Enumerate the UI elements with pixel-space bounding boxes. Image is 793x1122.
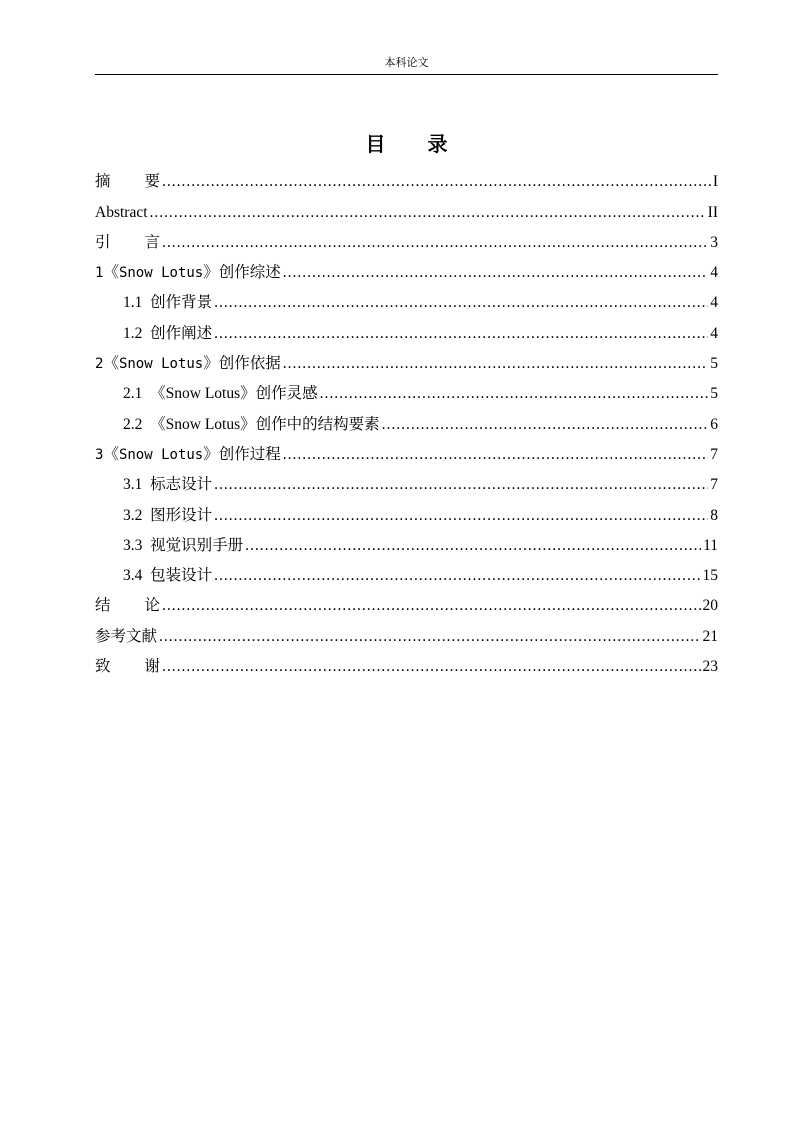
toc-entry-page: 5 (710, 385, 718, 403)
toc-entry-label: 致 谢 (95, 658, 161, 676)
toc-entry-page: 5 (710, 355, 718, 373)
toc-entry-page: 23 (702, 658, 718, 676)
toc-dot-leader (162, 232, 708, 254)
toc-entry-references[interactable] (95, 617, 718, 647)
toc-dot-leader (150, 202, 706, 224)
toc-entry-page: I (712, 173, 718, 191)
toc-entry-label: 3.3 视觉识别手册 (123, 536, 244, 554)
toc-title-right: 录 (427, 132, 448, 156)
page-header-text: 本科论文 (384, 56, 429, 69)
toc-dot-leader (214, 292, 708, 314)
toc-entry-section-3-4[interactable] (95, 557, 718, 587)
toc-entry-page: 4 (710, 264, 718, 282)
toc-entry-conclusion[interactable] (95, 587, 718, 617)
toc-entry-page: 4 (710, 324, 718, 342)
toc-dot-leader (162, 595, 700, 617)
toc-dot-leader (245, 535, 701, 557)
toc-entry-label: 参考文献 (95, 627, 158, 645)
toc-dot-leader (283, 444, 708, 466)
table-of-contents (95, 163, 718, 678)
toc-entry-label: 1.2 创作阐述 (123, 324, 213, 342)
toc-dot-leader (162, 171, 711, 193)
toc-dot-leader (214, 505, 708, 527)
toc-entry-label: 2.2 《Snow Lotus》创作中的结构要素 (123, 415, 380, 433)
toc-entry-chapter-1[interactable] (95, 254, 718, 284)
toc-entry-acknowledgements[interactable] (95, 648, 718, 678)
toc-entry-page: 20 (702, 597, 718, 615)
toc-dot-leader (283, 353, 708, 375)
toc-entry-page: 6 (710, 415, 718, 433)
toc-dot-leader (162, 656, 700, 678)
toc-entry-label: 2.1 《Snow Lotus》创作灵感 (123, 385, 318, 403)
toc-entry-abstract-cn[interactable] (95, 163, 718, 193)
toc-dot-leader (320, 383, 709, 405)
toc-entry-label: 3.1 标志设计 (123, 476, 213, 494)
toc-dot-leader (214, 323, 708, 345)
toc-dot-leader (214, 474, 708, 496)
toc-title-left: 目 (365, 132, 386, 156)
toc-entry-page: 21 (702, 627, 718, 645)
toc-entry-section-2-2[interactable] (95, 405, 718, 435)
toc-entry-page: 8 (710, 506, 718, 524)
toc-entry-chapter-2[interactable] (95, 345, 718, 375)
toc-entry-label: 结 论 (95, 597, 161, 615)
toc-dot-leader (382, 414, 709, 436)
toc-entry-label: 3《Snow Lotus》创作过程 (95, 445, 281, 463)
toc-entry-label: 摘 要 (95, 173, 161, 191)
page-header (95, 56, 718, 75)
toc-dot-leader (283, 262, 708, 284)
toc-entry-label: 引 言 (95, 233, 161, 251)
toc-entry-section-1-1[interactable] (95, 284, 718, 314)
toc-entry-page: II (707, 203, 718, 221)
toc-entry-chapter-3[interactable] (95, 436, 718, 466)
toc-entry-label: Abstract (95, 203, 148, 221)
toc-entry-page: 7 (710, 476, 718, 494)
toc-entry-section-2-1[interactable] (95, 375, 718, 405)
toc-entry-section-1-2[interactable] (95, 314, 718, 344)
toc-dot-leader (214, 565, 700, 587)
toc-dot-leader (159, 626, 700, 648)
toc-entry-label: 3.2 图形设计 (123, 506, 213, 524)
toc-entry-introduction[interactable] (95, 224, 718, 254)
toc-entry-page: 4 (710, 294, 718, 312)
toc-entry-label: 3.4 包装设计 (123, 567, 213, 585)
toc-entry-section-3-2[interactable] (95, 496, 718, 526)
toc-title (95, 130, 718, 158)
toc-entry-page: 3 (710, 233, 718, 251)
toc-entry-section-3-1[interactable] (95, 466, 718, 496)
toc-entry-section-3-3[interactable] (95, 527, 718, 557)
toc-entry-page: 15 (702, 567, 718, 585)
toc-entry-page: 7 (710, 445, 718, 463)
toc-entry-label: 1《Snow Lotus》创作综述 (95, 264, 281, 282)
toc-entry-abstract-en[interactable] (95, 193, 718, 223)
toc-entry-label: 1.1 创作背景 (123, 294, 213, 312)
toc-entry-page: 11 (703, 536, 718, 554)
toc-entry-label: 2《Snow Lotus》创作依据 (95, 355, 281, 373)
